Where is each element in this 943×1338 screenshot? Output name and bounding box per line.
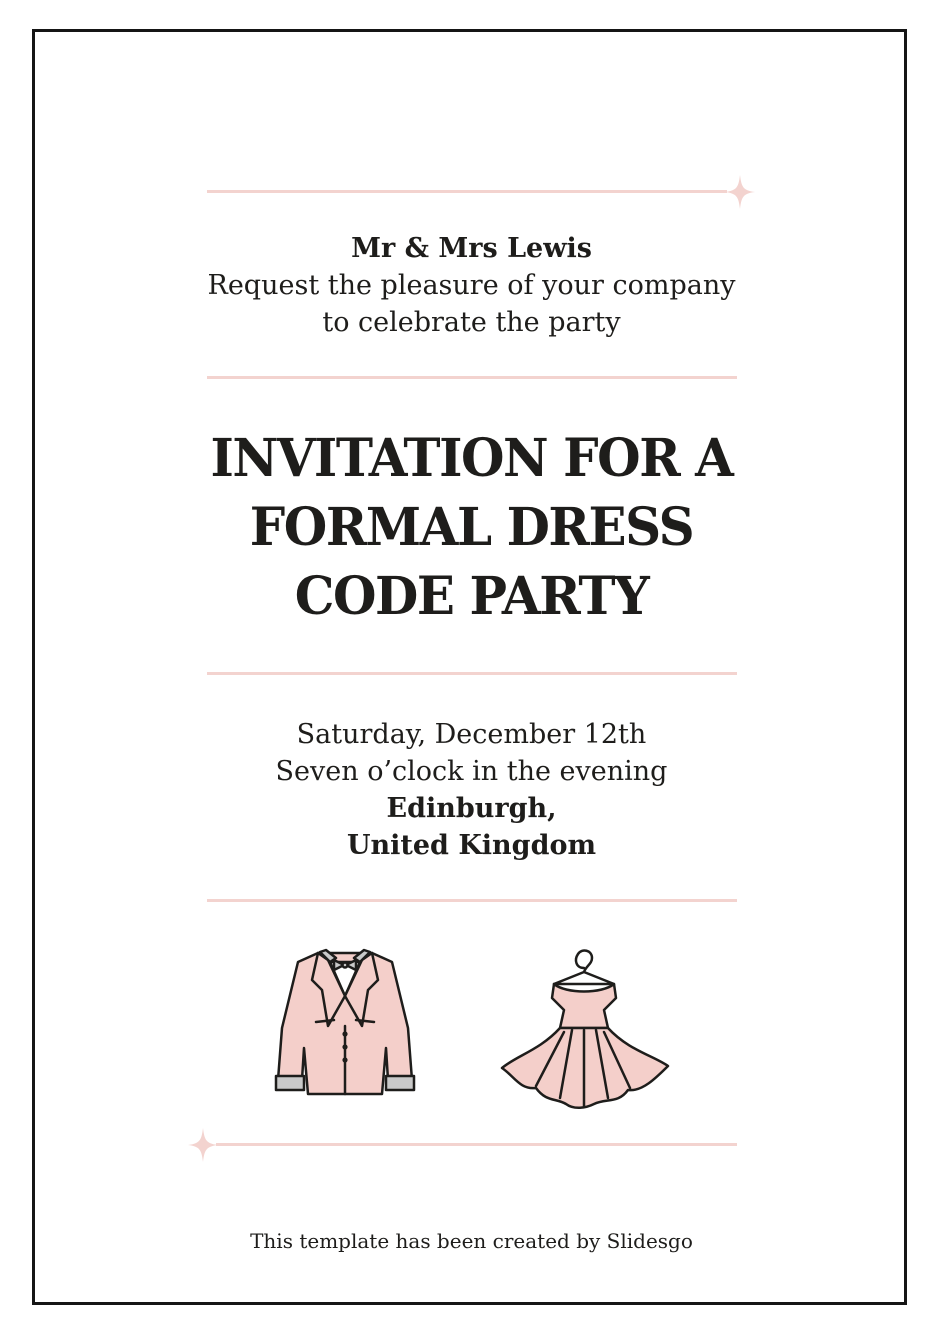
sparkle-icon [725,175,755,209]
hosts-celebrate-line: to celebrate the party [322,307,621,338]
event-details [150,716,793,864]
divider-top [207,190,727,193]
divider-3 [207,672,737,675]
event-date: Saturday, December 12th [296,719,647,750]
sparkle-icon [188,1128,218,1162]
invitation-title [163,424,780,631]
template-credit: This template has been created by Slidesgo [250,1229,693,1253]
dress-on-hanger-icon [494,938,674,1118]
title-line-3: CODE PARTY [294,566,649,627]
hosts-request-line: Request the pleasure of your company [207,270,736,301]
hosts-block [150,230,793,341]
divider-2 [207,376,737,379]
event-city: Edinburgh, [386,793,557,824]
page-frame [32,29,907,1305]
event-time: Seven o’clock in the evening [275,756,668,787]
tuxedo-jacket-icon [270,948,420,1098]
divider-4 [207,899,737,902]
divider-bottom [216,1143,737,1146]
title-line-2: FORMAL DRESS [249,497,694,558]
hosts-name: Mr & Mrs Lewis [351,233,592,264]
title-line-1: INVITATION FOR A [210,428,733,489]
event-country: United Kingdom [346,830,597,861]
